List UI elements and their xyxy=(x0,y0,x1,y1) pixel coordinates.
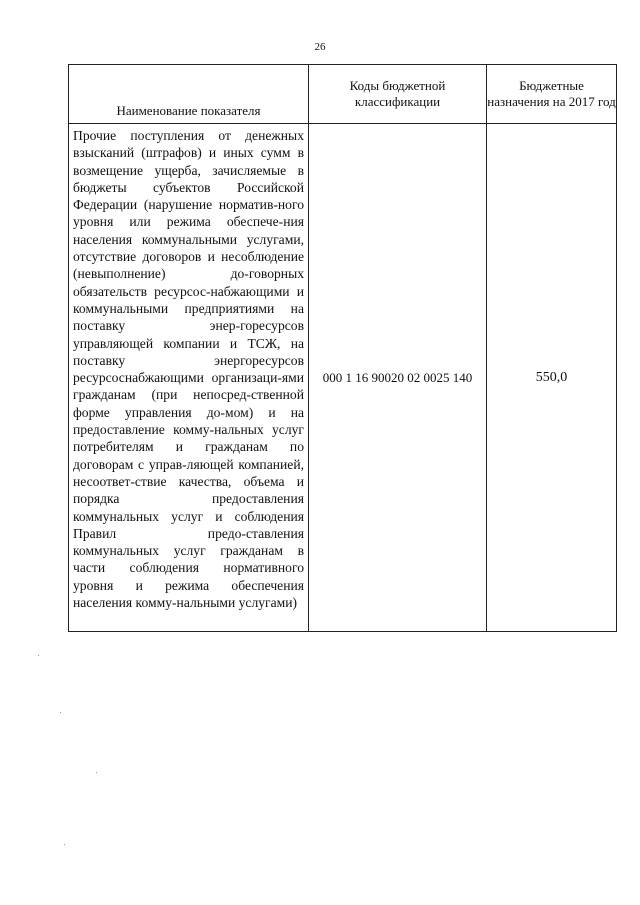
budget-value: 550,0 xyxy=(487,124,617,632)
scan-speck xyxy=(96,772,97,773)
table-header-row xyxy=(69,65,617,124)
header-budget-codes: Коды бюджетной классификации xyxy=(309,65,487,124)
scan-speck xyxy=(38,655,39,656)
indicator-description: Прочие поступления от денежных взысканий (штрафов) и иных сумм в возмещение ущерба, зачисляемые в бюджеты субъектов Российской Федерации (нарушение норматив-ного уровня или режима обеспече-ния населения коммунальными услугами, отсутствие договоров и несоблюдение (невыполнение) до-говорных обязательств ресурсос-набжающими и коммунальными предприятиями на поставку энер-горесурсов управляющей компании и ТСЖ, на поставку энергоресурсов ресурсоснабжающими организаци-ями гражданам (при непосред-ственной форме управления до-мом) и на предоставление комму-нальных услуг потребителям и гражданам по договорам с управ-ляющей компанией, несоответ-ствие качества, объема и порядка предоставления коммунальных услуг и соблюдения Правил предо-ставления коммунальных услуг гражданам в части соблюдения нормативного уровня и режима обеспечения населения комму-нальными услугами) xyxy=(69,124,309,632)
scan-speck xyxy=(60,712,61,713)
budget-code: 000 1 16 90020 02 0025 140 xyxy=(309,124,487,632)
header-budget-allocation: Бюджетные назначения на 2017 год xyxy=(487,65,617,124)
table-row xyxy=(69,124,617,632)
budget-table xyxy=(68,64,617,632)
page-number: 26 xyxy=(314,41,326,53)
header-indicator-name: Наименование показателя xyxy=(69,65,309,124)
scan-speck xyxy=(64,844,65,845)
